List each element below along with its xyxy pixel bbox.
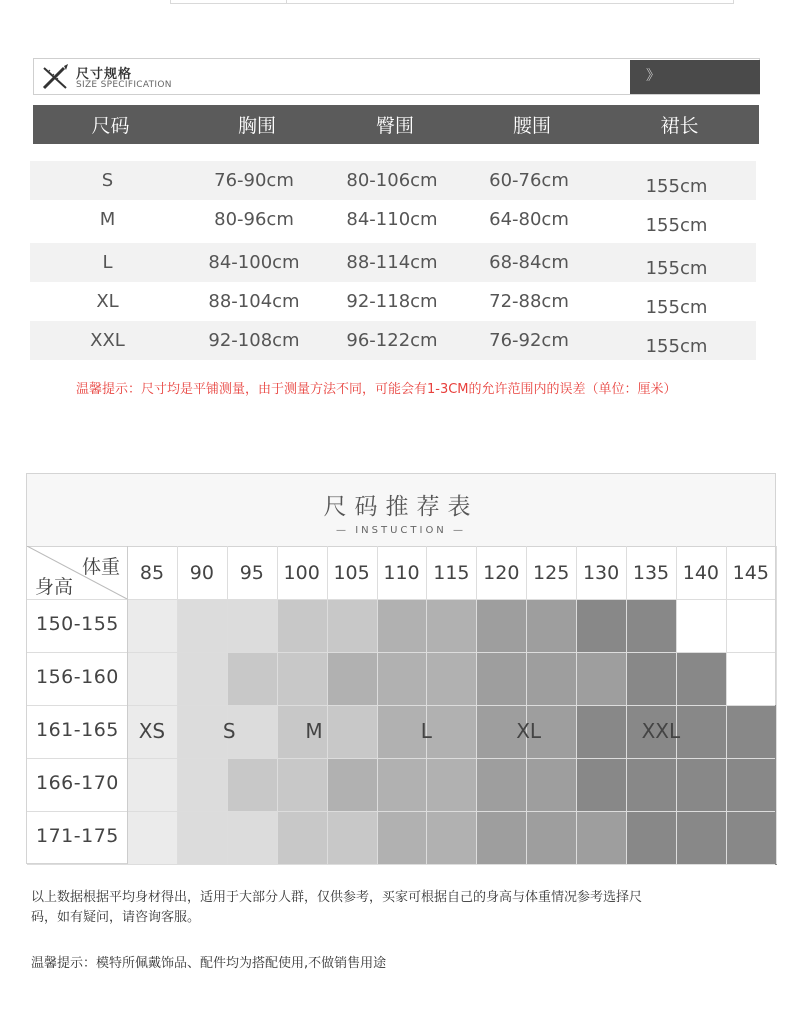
cell-hip: 92-118cm <box>346 291 438 312</box>
weight-header-cell: 140 <box>682 562 720 584</box>
grid-line <box>27 652 775 653</box>
size-zone-label: XS <box>138 719 166 743</box>
cell-size: XL <box>96 291 119 312</box>
size-spec-subtitle: SIZE SPECIFICATION <box>76 80 172 90</box>
size-zone-label: XL <box>516 719 542 743</box>
recommendation-note-line-2: 码，如有疑问，请咨询客服。 <box>31 910 201 925</box>
grid-line <box>27 758 775 759</box>
recommendation-title-area <box>27 474 775 547</box>
size-zone-cell <box>127 599 178 653</box>
weight-header-cell: 95 <box>239 562 264 584</box>
size-zone-cell <box>277 652 328 706</box>
size-zone-cell <box>426 758 477 812</box>
size-zone-cell <box>426 652 477 706</box>
height-header-cell: 161-165 <box>36 719 119 741</box>
size-zone-cell <box>576 599 627 653</box>
cell-waist: 72-88cm <box>489 291 569 312</box>
cell-skirt-length: 155cm <box>645 258 708 279</box>
cell-waist: 68-84cm <box>489 252 569 273</box>
header-waist: 腰围 <box>512 115 551 137</box>
cell-skirt-length: 155cm <box>645 215 708 236</box>
size-zone-cell <box>377 811 428 865</box>
header-hip: 臀围 <box>375 115 414 137</box>
size-zone-cell <box>177 652 228 706</box>
table-row <box>30 200 756 239</box>
size-zone-cell <box>127 758 178 812</box>
cell-waist: 76-92cm <box>489 330 569 351</box>
size-zone-cell <box>726 705 777 759</box>
weight-header-cell: 85 <box>139 562 165 584</box>
size-zone-cell <box>327 758 378 812</box>
size-recommendation-chart <box>26 473 776 864</box>
header-skirt-length: 裙长 <box>660 115 699 137</box>
cell-bust: 76-90cm <box>214 170 294 191</box>
grid-line <box>27 599 775 600</box>
recommendation-subtitle: — INSTUCTION — <box>336 525 466 536</box>
size-zone-cell <box>476 652 527 706</box>
double-chevron-right-icon: 》 <box>646 68 660 84</box>
height-header-cell: 171-175 <box>36 825 119 847</box>
cell-size: S <box>101 170 114 191</box>
size-zone-cell <box>327 705 378 759</box>
cell-size: XXL <box>90 330 125 351</box>
weight-header-cell: 125 <box>533 562 570 584</box>
size-zone-cell <box>227 811 278 865</box>
table-row <box>30 243 756 282</box>
weight-header-cell: 130 <box>582 562 620 584</box>
size-zone-cell <box>526 811 577 865</box>
weight-header-cell: 90 <box>189 562 214 584</box>
size-spec-arrow-button[interactable] <box>630 60 760 94</box>
size-zone-cell <box>327 811 378 865</box>
size-zone-cell <box>377 652 428 706</box>
height-header-cell: 156-160 <box>36 666 119 688</box>
size-spec-header <box>33 58 760 95</box>
size-zone-label: L <box>420 719 432 743</box>
size-zone-cell <box>526 758 577 812</box>
cell-waist: 60-76cm <box>489 170 569 191</box>
size-zone-cell <box>476 811 527 865</box>
weight-header-cell: 135 <box>632 562 670 584</box>
cell-size: L <box>102 252 113 273</box>
size-zone-cell <box>277 599 328 653</box>
weight-header-cell: 110 <box>383 562 420 584</box>
size-zone-cell <box>526 652 577 706</box>
grid-line <box>127 546 128 864</box>
cell-skirt-length: 155cm <box>645 176 708 197</box>
size-zone-cell <box>676 652 727 706</box>
size-zone-cell <box>726 811 777 865</box>
cell-bust: 88-104cm <box>208 291 300 312</box>
height-header-cell: 150-155 <box>36 613 119 635</box>
size-zone-cell <box>227 758 278 812</box>
grid-line <box>776 546 777 864</box>
header-bust: 胸围 <box>237 115 276 137</box>
size-zone-cell <box>426 599 477 653</box>
recommendation-title: 尺码推荐表 <box>323 494 479 520</box>
size-zone-cell <box>177 599 228 653</box>
cell-hip: 96-122cm <box>346 330 438 351</box>
size-zone-cell <box>476 599 527 653</box>
grid-line <box>27 864 775 865</box>
size-zone-cell <box>426 705 477 759</box>
size-zone-cell <box>127 811 178 865</box>
size-zone-cell <box>576 652 627 706</box>
size-zone-cell <box>576 758 627 812</box>
cell-bust: 80-96cm <box>214 209 294 230</box>
top-strip-divider <box>286 0 287 4</box>
size-zone-cell <box>576 811 627 865</box>
size-zone-cell <box>676 758 727 812</box>
cell-hip: 80-106cm <box>346 170 438 191</box>
size-zone-cell <box>676 705 727 759</box>
cell-waist: 64-80cm <box>489 209 569 230</box>
size-zone-cell <box>227 652 278 706</box>
size-zone-cell <box>377 758 428 812</box>
size-zone-cell <box>377 599 428 653</box>
model-accessory-note: 温馨提示：模特所佩戴饰品、配件均为搭配使用,不做销售用途 <box>31 956 387 971</box>
size-zone-cell <box>377 705 428 759</box>
cell-bust: 84-100cm <box>208 252 300 273</box>
cell-hip: 84-110cm <box>346 209 438 230</box>
top-strip-frame <box>170 0 734 4</box>
height-header-cell: 166-170 <box>36 772 119 794</box>
header-size: 尺码 <box>91 115 130 137</box>
size-spec-title: 尺寸规格 <box>76 67 133 82</box>
cell-size: M <box>99 209 116 230</box>
size-zone-cell <box>476 758 527 812</box>
weight-header-cell: 115 <box>433 562 470 584</box>
size-zone-cell <box>626 811 677 865</box>
weight-header-cell: 100 <box>283 562 320 584</box>
cell-bust: 92-108cm <box>208 330 300 351</box>
size-zone-cell <box>426 811 477 865</box>
size-zone-cell <box>277 758 328 812</box>
weight-axis-label: 体重 <box>82 556 121 578</box>
size-zone-cell <box>626 599 677 653</box>
height-axis-label: 身高 <box>35 576 74 598</box>
table-row <box>30 282 756 321</box>
size-zone-label: S <box>222 719 236 743</box>
grid-line <box>27 811 775 812</box>
size-zone-cell <box>127 652 178 706</box>
size-zone-cell <box>327 599 378 653</box>
size-zone-cell <box>626 652 677 706</box>
measurement-note: 温馨提示：尺寸均是平铺测量，由于测量方法不同，可能会有1-3CM的允许范围内的误差（单位：厘米） <box>76 382 677 397</box>
size-zone-label: XXL <box>641 719 681 743</box>
weight-header-cell: 145 <box>732 562 769 584</box>
size-zone-cell <box>327 652 378 706</box>
cell-hip: 88-114cm <box>346 252 438 273</box>
cell-skirt-length: 155cm <box>645 297 708 318</box>
ruler-pencil-icon <box>40 62 70 92</box>
recommendation-note-line-1: 以上数据根据平均身材得出，适用于大部分人群，仅供参考，买家可根据自己的身高与体重情况参考选择尺 <box>31 890 643 905</box>
weight-header-cell: 120 <box>483 562 520 584</box>
size-zone-cell <box>576 705 627 759</box>
weight-header-cell: 105 <box>333 562 370 584</box>
size-zone-cell <box>277 811 328 865</box>
cell-skirt-length: 155cm <box>645 336 708 357</box>
size-zone-cell <box>227 599 278 653</box>
size-zone-cell <box>526 599 577 653</box>
size-zone-cell <box>177 811 228 865</box>
size-zone-cell <box>676 811 727 865</box>
size-zone-cell <box>177 758 228 812</box>
size-zone-label: M <box>305 719 323 743</box>
size-zone-cell <box>626 758 677 812</box>
size-table-header <box>33 105 759 144</box>
size-zone-cell <box>177 705 228 759</box>
grid-line <box>27 705 775 706</box>
size-zone-cell <box>726 758 777 812</box>
table-row <box>30 161 756 200</box>
table-row <box>30 321 756 360</box>
